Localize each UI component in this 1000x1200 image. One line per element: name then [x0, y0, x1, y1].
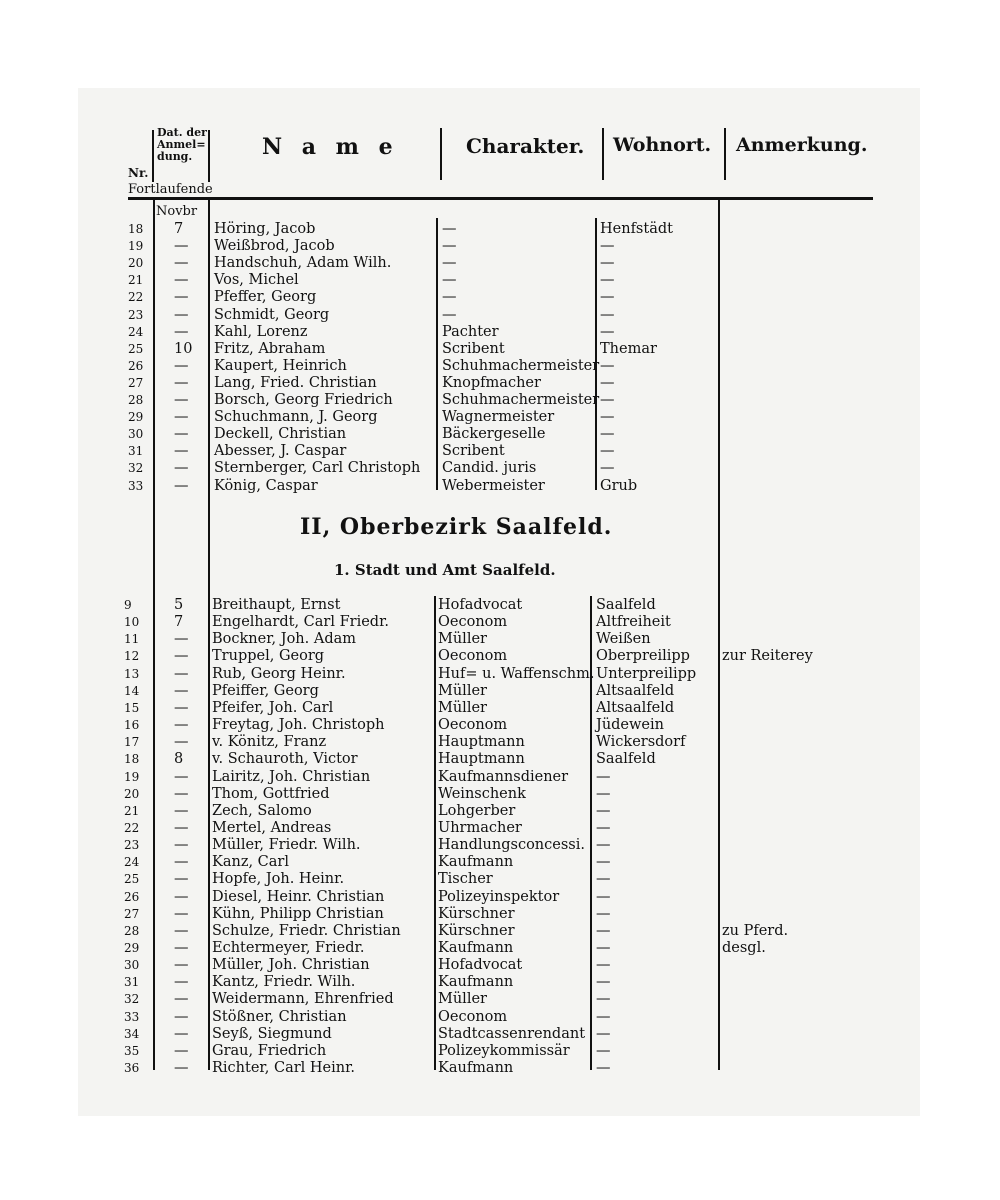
section2-title: II, Oberbezirk Saalfeld. — [300, 514, 613, 540]
header-name: N a m e — [262, 134, 399, 160]
section2-row-date: 7 — [174, 614, 184, 631]
section2-row-name: Kühn, Philipp Christian — [212, 905, 384, 922]
section2-row-wohnort: Oberpreilipp — [596, 648, 690, 665]
section1-row-nr: 29 — [128, 410, 144, 425]
divider-name-body-2 — [434, 596, 436, 1070]
section2-row-name: Pfeifer, Joh. Carl — [212, 699, 334, 716]
section1-row-name: Kahl, Lorenz — [214, 323, 308, 340]
section1-row-charakter: Schuhmachermeister — [442, 392, 600, 408]
section2-row-wohnort: Altfreiheit — [596, 614, 671, 631]
section2-row-wohnort: — — [596, 871, 611, 888]
section1-row-wohnort: Themar — [600, 340, 657, 357]
section2-row-wohnort: Weißen — [596, 631, 651, 648]
section2-row-date: — — [174, 905, 189, 922]
section2-row-nr: 28 — [124, 923, 140, 938]
section2-row-charakter: Handlungsconcessi. — [438, 837, 585, 854]
section2-row-charakter: Stadtcassenrendant — [438, 1025, 586, 1042]
section2-row-nr: 32 — [124, 992, 140, 1007]
section1-row-nr: 27 — [128, 375, 144, 390]
section1-row-wohnort: — — [600, 426, 615, 443]
section2-row-wohnort: — — [596, 905, 611, 922]
header-dat-line2: Anmel= — [157, 138, 206, 151]
section2-row-charakter: Huf= u. Waffenschm. — [438, 665, 595, 682]
section2-row-charakter: Kürschner — [438, 922, 515, 939]
section2-row-wohnort: Altsaalfeld — [596, 699, 675, 716]
section2-row-charakter: Oeconom — [438, 648, 508, 665]
section2-row-nr: 27 — [124, 906, 140, 921]
section1-row-wohnort: — — [600, 460, 615, 477]
section1-row-nr: 19 — [128, 239, 144, 254]
section2-row-wohnort: — — [596, 1008, 611, 1025]
divider-char-header — [602, 128, 604, 180]
section2-row-name: v. Könitz, Franz — [212, 734, 327, 751]
divider-wohn-body — [718, 200, 720, 1070]
section1-row-name: Deckell, Christian — [214, 426, 347, 443]
section1-row-date: — — [174, 306, 189, 323]
section1-row-date: 10 — [174, 340, 193, 357]
section1-row-charakter: Bäckergeselle — [442, 426, 546, 443]
section2-row-date: — — [174, 1025, 189, 1042]
header-fortlaufende: Fortlaufende — [128, 182, 213, 197]
section1-row-date: — — [174, 460, 189, 477]
section2-row-nr: 35 — [124, 1043, 140, 1058]
section1-row-charakter: Scribent — [442, 340, 505, 357]
section1-row-name: Handschuh, Adam Wilh. — [214, 255, 392, 272]
section2-row-date: — — [174, 974, 189, 991]
section2-row-name: Bockner, Joh. Adam — [212, 631, 357, 648]
section2-row-charakter: Müller — [438, 631, 487, 648]
divider-name-body-1 — [436, 218, 438, 490]
section2-row-date: 5 — [174, 597, 184, 613]
section1-row-charakter: Wagnermeister — [442, 409, 555, 426]
section1-row-wohnort: — — [600, 238, 615, 255]
section2-row-wohnort: — — [596, 854, 611, 871]
section2-row-date: — — [174, 819, 189, 836]
section2-row-name: Rub, Georg Heinr. — [212, 665, 346, 682]
section1-row-nr: 28 — [128, 393, 144, 407]
section2-row-name: Truppel, Georg — [212, 648, 325, 665]
section2-row-name: Stößner, Christian — [212, 1008, 347, 1025]
section1-row-nr: 33 — [128, 478, 144, 493]
section1-row-name: Sternberger, Carl Christoph — [214, 460, 421, 477]
section2-row-name: Echtermeyer, Friedr. — [212, 940, 365, 956]
section1-row-charakter: — — [442, 306, 457, 323]
section1-row-wohnort: — — [600, 289, 615, 306]
header-dat — [157, 127, 209, 163]
section2-row-name: Diesel, Heinr. Christian — [212, 888, 385, 905]
section2-row-wohnort: — — [596, 1025, 611, 1042]
section2-row-date: — — [174, 922, 189, 939]
section2-row-nr: 23 — [124, 838, 140, 853]
section2-row-wohnort: Unterpreilipp — [596, 665, 697, 682]
section1-row-nr: 23 — [128, 307, 144, 322]
section2-row-charakter: Oeconom — [438, 1008, 508, 1025]
section2-row-date: — — [174, 991, 189, 1008]
section1-row-charakter: Scribent — [442, 443, 505, 460]
section2-row-wohnort: — — [596, 1060, 611, 1077]
section2-row-charakter: Hauptmann — [438, 734, 525, 751]
section2-row-name: Kantz, Friedr. Wilh. — [212, 974, 356, 991]
section2-row-wohnort: Saalfeld — [596, 597, 656, 613]
section2-row-charakter: Polizeyinspektor — [438, 888, 560, 905]
section2-row-wohnort: — — [596, 957, 611, 974]
section2-row-date: — — [174, 648, 189, 665]
section2-row-nr: 19 — [124, 769, 140, 784]
header-rule — [128, 197, 873, 200]
section1-row-name: Schuchmann, J. Georg — [214, 409, 378, 426]
section2-row-name: Schulze, Friedr. Christian — [212, 922, 401, 939]
section2-row-charakter: Hofadvocat — [438, 957, 523, 974]
section2-row-wohnort: — — [596, 819, 611, 836]
section2-row-name: Seyß, Siegmund — [212, 1025, 332, 1042]
section2-row-name: Lairitz, Joh. Christian — [212, 768, 371, 785]
section2-row-charakter: Lohgerber — [438, 802, 516, 819]
section1-row-name: Vos, Michel — [214, 272, 299, 289]
section2-row-nr: 29 — [124, 941, 140, 955]
header-dat-line1: Dat. der — [157, 126, 207, 139]
section2-row-name: Freytag, Joh. Christoph — [212, 717, 385, 734]
section2-row-name: Breithaupt, Ernst — [212, 597, 341, 613]
section1-row-date: — — [174, 392, 189, 408]
section1-row-charakter: — — [442, 238, 457, 255]
section2-row-nr: 30 — [124, 958, 140, 973]
section1-row-wohnort: — — [600, 374, 615, 391]
section2-row-anmerkung: desgl. — [722, 940, 766, 956]
divider-nr-body — [153, 200, 155, 1070]
section1-row-date: — — [174, 443, 189, 460]
section2-row-nr: 14 — [124, 683, 140, 698]
section2-row-nr: 22 — [124, 820, 140, 835]
section2-row-wohnort: Jüdewein — [596, 717, 664, 734]
section1-row-name: Lang, Fried. Christian — [214, 374, 377, 391]
section2-row-nr: 31 — [124, 975, 140, 990]
section1-row-wohnort: — — [600, 272, 615, 289]
section2-row-name: Zech, Salomo — [212, 802, 312, 819]
section2-row-nr: 34 — [124, 1026, 140, 1041]
section2-row-name: Thom, Gottfried — [212, 785, 330, 802]
section2-row-name: Pfeiffer, Georg — [212, 682, 319, 699]
section2-row-nr: 21 — [124, 803, 140, 818]
section2-row-date: — — [174, 717, 189, 734]
section2-row-nr: 33 — [124, 1009, 140, 1024]
section2-row-charakter: Kaufmann — [438, 940, 514, 956]
section2-subtitle: 1. Stadt und Amt Saalfeld. — [334, 561, 556, 579]
section2-row-name: Müller, Friedr. Wilh. — [212, 837, 361, 854]
section2-row-wohnort: — — [596, 974, 611, 991]
section2-row-nr: 24 — [124, 855, 140, 870]
section1-row-name: König, Caspar — [214, 477, 318, 494]
section2-row-charakter: Tischer — [438, 871, 493, 888]
section2-row-date: — — [174, 631, 189, 648]
section1-row-name: Pfeffer, Georg — [214, 289, 317, 306]
section1-row-wohnort: — — [600, 392, 615, 408]
section2-row-wohnort: Altsaalfeld — [596, 682, 675, 699]
section2-row-nr: 16 — [124, 718, 140, 733]
section2-row-wohnort: — — [596, 1042, 611, 1059]
section1-row-nr: 20 — [128, 256, 144, 271]
section2-row-wohnort: — — [596, 768, 611, 785]
section2-row-date: — — [174, 854, 189, 871]
section1-row-charakter: Pachter — [442, 323, 499, 340]
section1-row-charakter: — — [442, 289, 457, 306]
section1-row-wohnort: — — [600, 255, 615, 272]
divider-nr — [152, 130, 154, 182]
section2-row-date: — — [174, 785, 189, 802]
section2-row-name: Engelhardt, Carl Friedr. — [212, 614, 390, 631]
header-charakter: Charakter. — [466, 134, 585, 158]
section2-row-nr: 9 — [124, 598, 132, 612]
section2-row-wohnort: Saalfeld — [596, 751, 656, 768]
section2-row-date: — — [174, 699, 189, 716]
section2-row-wohnort: — — [596, 837, 611, 854]
section1-row-nr: 18 — [128, 222, 144, 236]
section2-row-charakter: Müller — [438, 991, 487, 1008]
section1-row-date: 7 — [174, 221, 184, 237]
section2-row-charakter: Kaufmannsdiener — [438, 768, 569, 785]
section2-row-charakter: Müller — [438, 699, 487, 716]
divider-dat-body — [208, 200, 210, 1070]
section1-row-nr: 25 — [128, 341, 144, 356]
section1-row-wohnort: Grub — [600, 477, 638, 494]
section2-row-date: — — [174, 1042, 189, 1059]
section2-row-date: — — [174, 1008, 189, 1025]
section2-row-nr: 13 — [124, 666, 140, 681]
section1-row-charakter: — — [442, 221, 457, 237]
divider-char-body-1 — [595, 218, 597, 490]
section1-row-name: Fritz, Abraham — [214, 340, 326, 357]
section2-row-charakter: Kaufmann — [438, 974, 514, 991]
section2-row-wohnort: — — [596, 802, 611, 819]
section2-row-name: Hopfe, Joh. Heinr. — [212, 871, 345, 888]
section1-row-charakter: Schuhmachermeister — [442, 357, 600, 374]
section2-row-name: Müller, Joh. Christian — [212, 957, 370, 974]
section2-row-nr: 15 — [124, 700, 140, 715]
section2-row-nr: 12 — [124, 649, 140, 664]
section2-row-nr: 26 — [124, 889, 140, 904]
header-dat-line3: dung. — [157, 150, 193, 163]
header-nr: Nr. — [128, 166, 149, 180]
section1-row-nr: 30 — [128, 427, 144, 442]
section1-row-name: Abesser, J. Caspar — [214, 443, 347, 460]
section2-row-nr: 25 — [124, 872, 140, 887]
section2-row-date: — — [174, 768, 189, 785]
section1-row-wohnort: — — [600, 357, 615, 374]
section1-row-charakter: Webermeister — [442, 477, 545, 494]
section1-row-date: — — [174, 272, 189, 289]
section1-row-charakter: — — [442, 272, 457, 289]
section2-row-date: — — [174, 665, 189, 682]
section2-row-date: — — [174, 734, 189, 751]
section2-row-date: — — [174, 802, 189, 819]
section2-row-anmerkung: zur Reiterey — [722, 648, 813, 665]
section1-row-date: — — [174, 426, 189, 443]
divider-name-header — [440, 128, 442, 180]
section1-row-date: — — [174, 409, 189, 426]
section1-row-date: — — [174, 357, 189, 374]
section2-row-name: Kanz, Carl — [212, 854, 289, 871]
section2-row-wohnort: Wickersdorf — [596, 734, 686, 751]
section1-row-date: — — [174, 289, 189, 306]
divider-wohn-header — [724, 128, 726, 180]
header-anmerkung: Anmerkung. — [736, 134, 868, 156]
month-label: Novbr — [156, 204, 198, 219]
section1-row-wohnort: Henfstädt — [600, 221, 673, 237]
section2-row-charakter: Polizeykommissär — [438, 1042, 570, 1059]
section2-row-date: — — [174, 940, 189, 956]
section2-row-wohnort: — — [596, 991, 611, 1008]
section1-row-name: Weißbrod, Jacob — [214, 238, 335, 255]
section2-row-wohnort: — — [596, 922, 611, 939]
section1-row-wohnort: — — [600, 443, 615, 460]
section2-row-name: Grau, Friedrich — [212, 1042, 327, 1059]
section1-row-nr: 22 — [128, 290, 144, 305]
section2-row-name: v. Schauroth, Victor — [212, 751, 358, 768]
section1-row-name: Höring, Jacob — [214, 221, 316, 237]
section2-row-nr: 17 — [124, 735, 140, 750]
section1-row-name: Kaupert, Heinrich — [214, 357, 347, 374]
section2-row-date: — — [174, 888, 189, 905]
section2-row-name: Mertel, Andreas — [212, 819, 332, 836]
section2-row-charakter: Oeconom — [438, 614, 508, 631]
section1-row-date: — — [174, 255, 189, 272]
section1-row-date: — — [174, 374, 189, 391]
section2-row-wohnort: — — [596, 785, 611, 802]
section2-row-nr: 18 — [124, 752, 140, 767]
section2-row-charakter: Müller — [438, 682, 487, 699]
section2-row-wohnort: — — [596, 940, 611, 956]
section1-row-name: Schmidt, Georg — [214, 306, 330, 323]
section2-row-date: — — [174, 837, 189, 854]
section2-row-date: — — [174, 957, 189, 974]
section2-row-nr: 11 — [124, 632, 140, 647]
section2-row-anmerkung: zu Pferd. — [722, 922, 789, 939]
section1-row-name: Borsch, Georg Friedrich — [214, 392, 393, 408]
section1-row-date: — — [174, 238, 189, 255]
section2-row-wohnort: — — [596, 888, 611, 905]
section2-row-name: Richter, Carl Heinr. — [212, 1060, 356, 1077]
section1-row-wohnort: — — [600, 323, 615, 340]
section1-row-charakter: Knopfmacher — [442, 374, 541, 391]
section1-row-wohnort: — — [600, 409, 615, 426]
section2-row-name: Weidermann, Ehrenfried — [212, 991, 394, 1008]
section1-row-nr: 26 — [128, 358, 144, 373]
section2-row-charakter: Kaufmann — [438, 1060, 514, 1077]
section1-row-nr: 21 — [128, 273, 144, 288]
section2-row-date: — — [174, 871, 189, 888]
header-wohnort: Wohnort. — [613, 134, 712, 156]
section2-row-charakter: Hauptmann — [438, 751, 525, 768]
section1-row-nr: 24 — [128, 324, 144, 339]
section2-row-nr: 20 — [124, 786, 140, 801]
section2-row-charakter: Kürschner — [438, 905, 515, 922]
section2-row-date: 8 — [174, 751, 184, 768]
section2-row-charakter: Oeconom — [438, 717, 508, 734]
section2-row-charakter: Uhrmacher — [438, 819, 522, 836]
section2-row-date: — — [174, 1060, 189, 1077]
section2-row-charakter: Hofadvocat — [438, 597, 523, 613]
section2-row-charakter: Kaufmann — [438, 854, 514, 871]
section1-row-nr: 32 — [128, 461, 144, 476]
section1-row-nr: 31 — [128, 444, 144, 459]
section1-row-charakter: — — [442, 255, 457, 272]
section2-row-nr: 36 — [124, 1061, 140, 1076]
divider-dat-header — [208, 130, 210, 182]
section2-row-charakter: Weinschenk — [438, 785, 526, 802]
section2-row-nr: 10 — [124, 615, 140, 630]
section2-row-date: — — [174, 682, 189, 699]
section1-row-date: — — [174, 323, 189, 340]
section1-row-wohnort: — — [600, 306, 615, 323]
section1-row-charakter: Candid. juris — [442, 460, 537, 477]
section1-row-date: — — [174, 477, 189, 494]
